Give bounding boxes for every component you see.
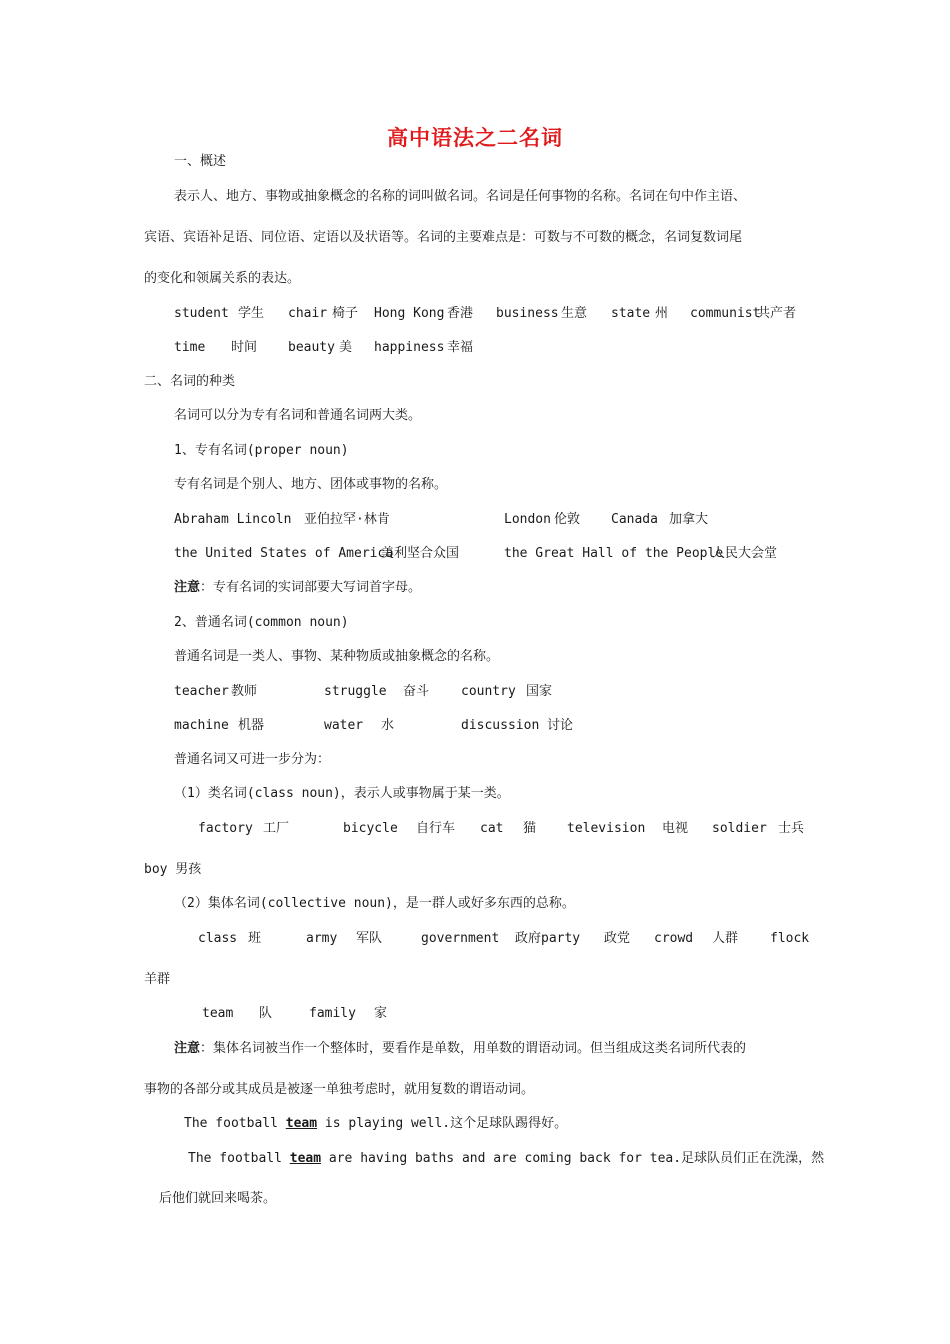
- example-word: London: [504, 512, 551, 527]
- example-word: Hong Kong: [374, 306, 445, 321]
- wrapped-line: boy 男孩: [144, 862, 202, 877]
- section-heading-overview: 一、概述: [174, 154, 227, 169]
- example-gloss: 加拿大: [669, 512, 709, 527]
- sentence-text: is playing well.这个足球队踢得好。: [317, 1116, 568, 1131]
- subsection-heading-collective-noun: （2）集体名词(collective noun)，是一群人或好多东西的总称。: [174, 896, 575, 911]
- example-gloss: 椅子: [332, 306, 359, 321]
- wrapped-line: 后他们就回来喝茶。: [159, 1191, 277, 1206]
- example-word: struggle: [324, 684, 387, 699]
- example-word: business: [496, 306, 559, 321]
- paragraph-line: 的变化和领属关系的表达。: [144, 271, 301, 286]
- example-gloss: 美: [339, 340, 353, 355]
- example-word: family: [309, 1006, 356, 1021]
- example-word: government: [421, 931, 500, 946]
- example-gloss: 香港: [447, 306, 474, 321]
- example-gloss: 机器: [238, 718, 265, 733]
- example-gloss: 亚伯拉罕·林肯: [304, 512, 390, 527]
- example-word: crowd: [654, 931, 694, 946]
- wrapped-line: 羊群: [144, 972, 171, 987]
- note-label: 注意: [174, 1041, 201, 1056]
- sentence-text: The football: [184, 1116, 286, 1131]
- paragraph-line: 普通名词又可进一步分为：: [174, 752, 331, 767]
- example-word: bicycle: [343, 821, 398, 836]
- example-word: student: [174, 306, 229, 321]
- example-gloss: 班: [248, 931, 262, 946]
- example-gloss: 生意: [561, 306, 588, 321]
- example-gloss: 家: [374, 1006, 388, 1021]
- example-gloss: 伦敦: [554, 512, 581, 527]
- example-gloss: 队: [259, 1006, 273, 1021]
- underlined-word: team: [285, 1116, 318, 1131]
- example-row: [0, 339, 950, 357]
- example-gloss: 工厂: [263, 821, 290, 836]
- example-word: communist: [690, 306, 761, 321]
- note-text: ：专有名词的实词部要大写词首字母。: [200, 580, 422, 595]
- paragraph-line: 表示人、地方、事物或抽象概念的名称的词叫做名词。名词是任何事物的名称。名词在句中作主语、: [174, 189, 747, 204]
- example-gloss: 国家: [526, 684, 553, 699]
- example-gloss: 电视: [662, 821, 689, 836]
- example-word: state: [611, 306, 651, 321]
- note-line: [174, 579, 421, 597]
- example-word: the Great Hall of the People: [504, 546, 724, 561]
- example-gloss: 水: [381, 718, 395, 733]
- example-gloss: 猫: [523, 821, 537, 836]
- paragraph-line: 名词可以分为专有名词和普通名词两大类。: [174, 408, 422, 423]
- example-gloss: 军队: [356, 931, 383, 946]
- example-word: time: [174, 340, 206, 355]
- example-word: teacher: [174, 684, 229, 699]
- example-gloss: 士兵: [778, 821, 805, 836]
- example-gloss: 政府party: [515, 931, 581, 946]
- note-text: ：集体名词被当作一个整体时，要看作是单数，用单数的谓语动词。但当组成这类名词所代表的: [200, 1041, 747, 1056]
- example-gloss: 州: [655, 306, 669, 321]
- paragraph-line: 专有名词是个别人、地方、团体或事物的名称。: [174, 477, 448, 492]
- example-gloss: 政党: [604, 931, 631, 946]
- note-line: 事物的各部分或其成员是被逐一单独考虑时，就用复数的谓语动词。: [144, 1082, 535, 1097]
- subsection-heading-common: 2、普通名词(common noun): [174, 615, 349, 630]
- example-gloss: 人民大会堂: [712, 546, 778, 561]
- example-row: [0, 683, 950, 701]
- note-line: [174, 1040, 746, 1058]
- example-word: happiness: [374, 340, 445, 355]
- subsection-heading-class-noun: （1）类名词(class noun)，表示人或事物属于某一类。: [174, 786, 510, 801]
- example-word: Canada: [611, 512, 658, 527]
- example-word: cat: [480, 821, 504, 836]
- example-row: [0, 305, 950, 323]
- sentence-text: The football: [188, 1151, 290, 1166]
- example-gloss: 自行车: [416, 821, 456, 836]
- example-gloss: 教师: [231, 684, 258, 699]
- underlined-word: team: [289, 1151, 322, 1166]
- example-word: water: [324, 718, 364, 733]
- example-word: discussion: [461, 718, 540, 733]
- example-row: [0, 511, 950, 529]
- note-label: 注意: [174, 580, 201, 595]
- example-gloss: 讨论: [547, 718, 574, 733]
- example-word: army: [306, 931, 338, 946]
- example-word: television: [567, 821, 646, 836]
- example-word: machine: [174, 718, 229, 733]
- example-gloss: 学生: [238, 306, 265, 321]
- example-gloss: 美利坚合众国: [381, 546, 460, 561]
- example-word: soldier: [712, 821, 767, 836]
- section-heading-kinds: 二、名词的种类: [144, 374, 236, 389]
- paragraph-line: 宾语、宾语补足语、同位语、定语以及状语等。名词的主要难点是：可数与不可数的概念，名词复数词尾: [144, 230, 743, 245]
- example-word: team: [202, 1006, 234, 1021]
- sentence-text: are having baths and are coming back for tea.足球队员们正在洗澡，然: [321, 1151, 825, 1166]
- example-row: [0, 1005, 950, 1023]
- example-gloss: 时间: [231, 340, 258, 355]
- example-row: [0, 717, 950, 735]
- example-row: [0, 820, 950, 838]
- example-word: Abraham Lincoln: [174, 512, 292, 527]
- example-word: country: [461, 684, 516, 699]
- example-sentence: [188, 1150, 824, 1168]
- example-word: the United States of America: [174, 546, 394, 561]
- paragraph-line: 普通名词是一类人、事物、某种物质或抽象概念的名称。: [174, 649, 500, 664]
- example-row: [0, 930, 950, 948]
- example-gloss: 人群: [712, 931, 739, 946]
- example-gloss: 幸福: [447, 340, 474, 355]
- subsection-heading-proper: 1、专有名词(proper noun): [174, 443, 349, 458]
- example-row: [0, 545, 950, 563]
- example-word: beauty: [288, 340, 335, 355]
- example-word: chair: [288, 306, 328, 321]
- example-word: class: [198, 931, 238, 946]
- example-word: flock: [770, 931, 810, 946]
- example-gloss: 共产者: [757, 306, 797, 321]
- example-gloss: 奋斗: [403, 684, 430, 699]
- document-title: 高中语法之二名词: [387, 125, 563, 150]
- example-sentence: [184, 1115, 567, 1133]
- example-word: factory: [198, 821, 253, 836]
